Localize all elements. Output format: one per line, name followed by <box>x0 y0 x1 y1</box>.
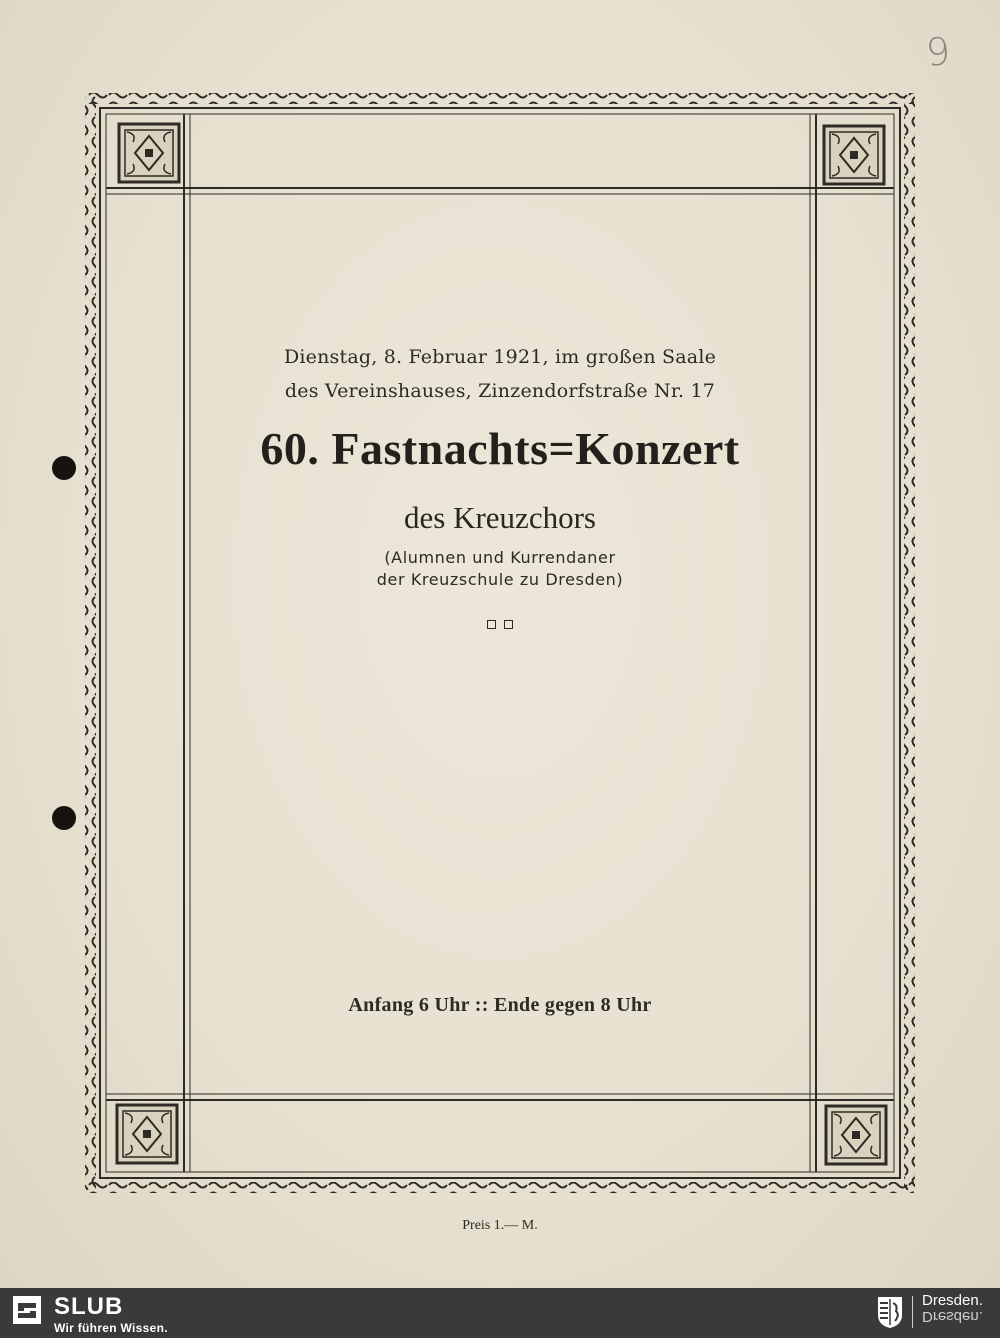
city-brand-text[interactable]: Dresden. <box>922 1292 983 1309</box>
handwritten-page-number: 9 <box>924 29 952 75</box>
start-end-times: Anfang 6 Uhr :: Ende gegen 8 Uhr <box>348 994 652 1016</box>
library-name[interactable]: SLUB <box>54 1293 124 1320</box>
price-note: Preis 1.— M. <box>462 1218 538 1233</box>
footer-divider <box>912 1296 913 1328</box>
corner-ornament-top-right <box>824 126 884 184</box>
library-tagline: Wir führen Wissen. <box>54 1321 168 1335</box>
dresden-coat-of-arms-icon[interactable] <box>876 1295 904 1329</box>
square-ornament-pair <box>190 620 810 629</box>
date-line: Dienstag, 8. Februar 1921, im großen Saale <box>283 346 717 368</box>
square-ornament-icon <box>504 620 513 629</box>
choir-description-line1: (Alumnen und Kurrendaner <box>384 548 616 567</box>
slub-logo-icon <box>12 1295 42 1325</box>
city-brand-mirror: Dresden. <box>922 1308 983 1325</box>
square-ornament-icon <box>487 620 496 629</box>
choir-description-line2: der Kreuzschule zu Dresden) <box>376 570 624 589</box>
concert-title: 60. Fastnachts=Konzert <box>260 423 740 474</box>
corner-ornament-bottom-right <box>826 1106 886 1164</box>
concert-subtitle: des Kreuzchors <box>404 500 596 535</box>
corner-ornament-top-left <box>119 124 179 182</box>
corner-ornament-bottom-left <box>117 1105 177 1163</box>
venue-line: des Vereinshauses, Zinzendorfstraße Nr. 17 <box>284 380 716 402</box>
viewer-footer-bar <box>0 1288 1000 1338</box>
